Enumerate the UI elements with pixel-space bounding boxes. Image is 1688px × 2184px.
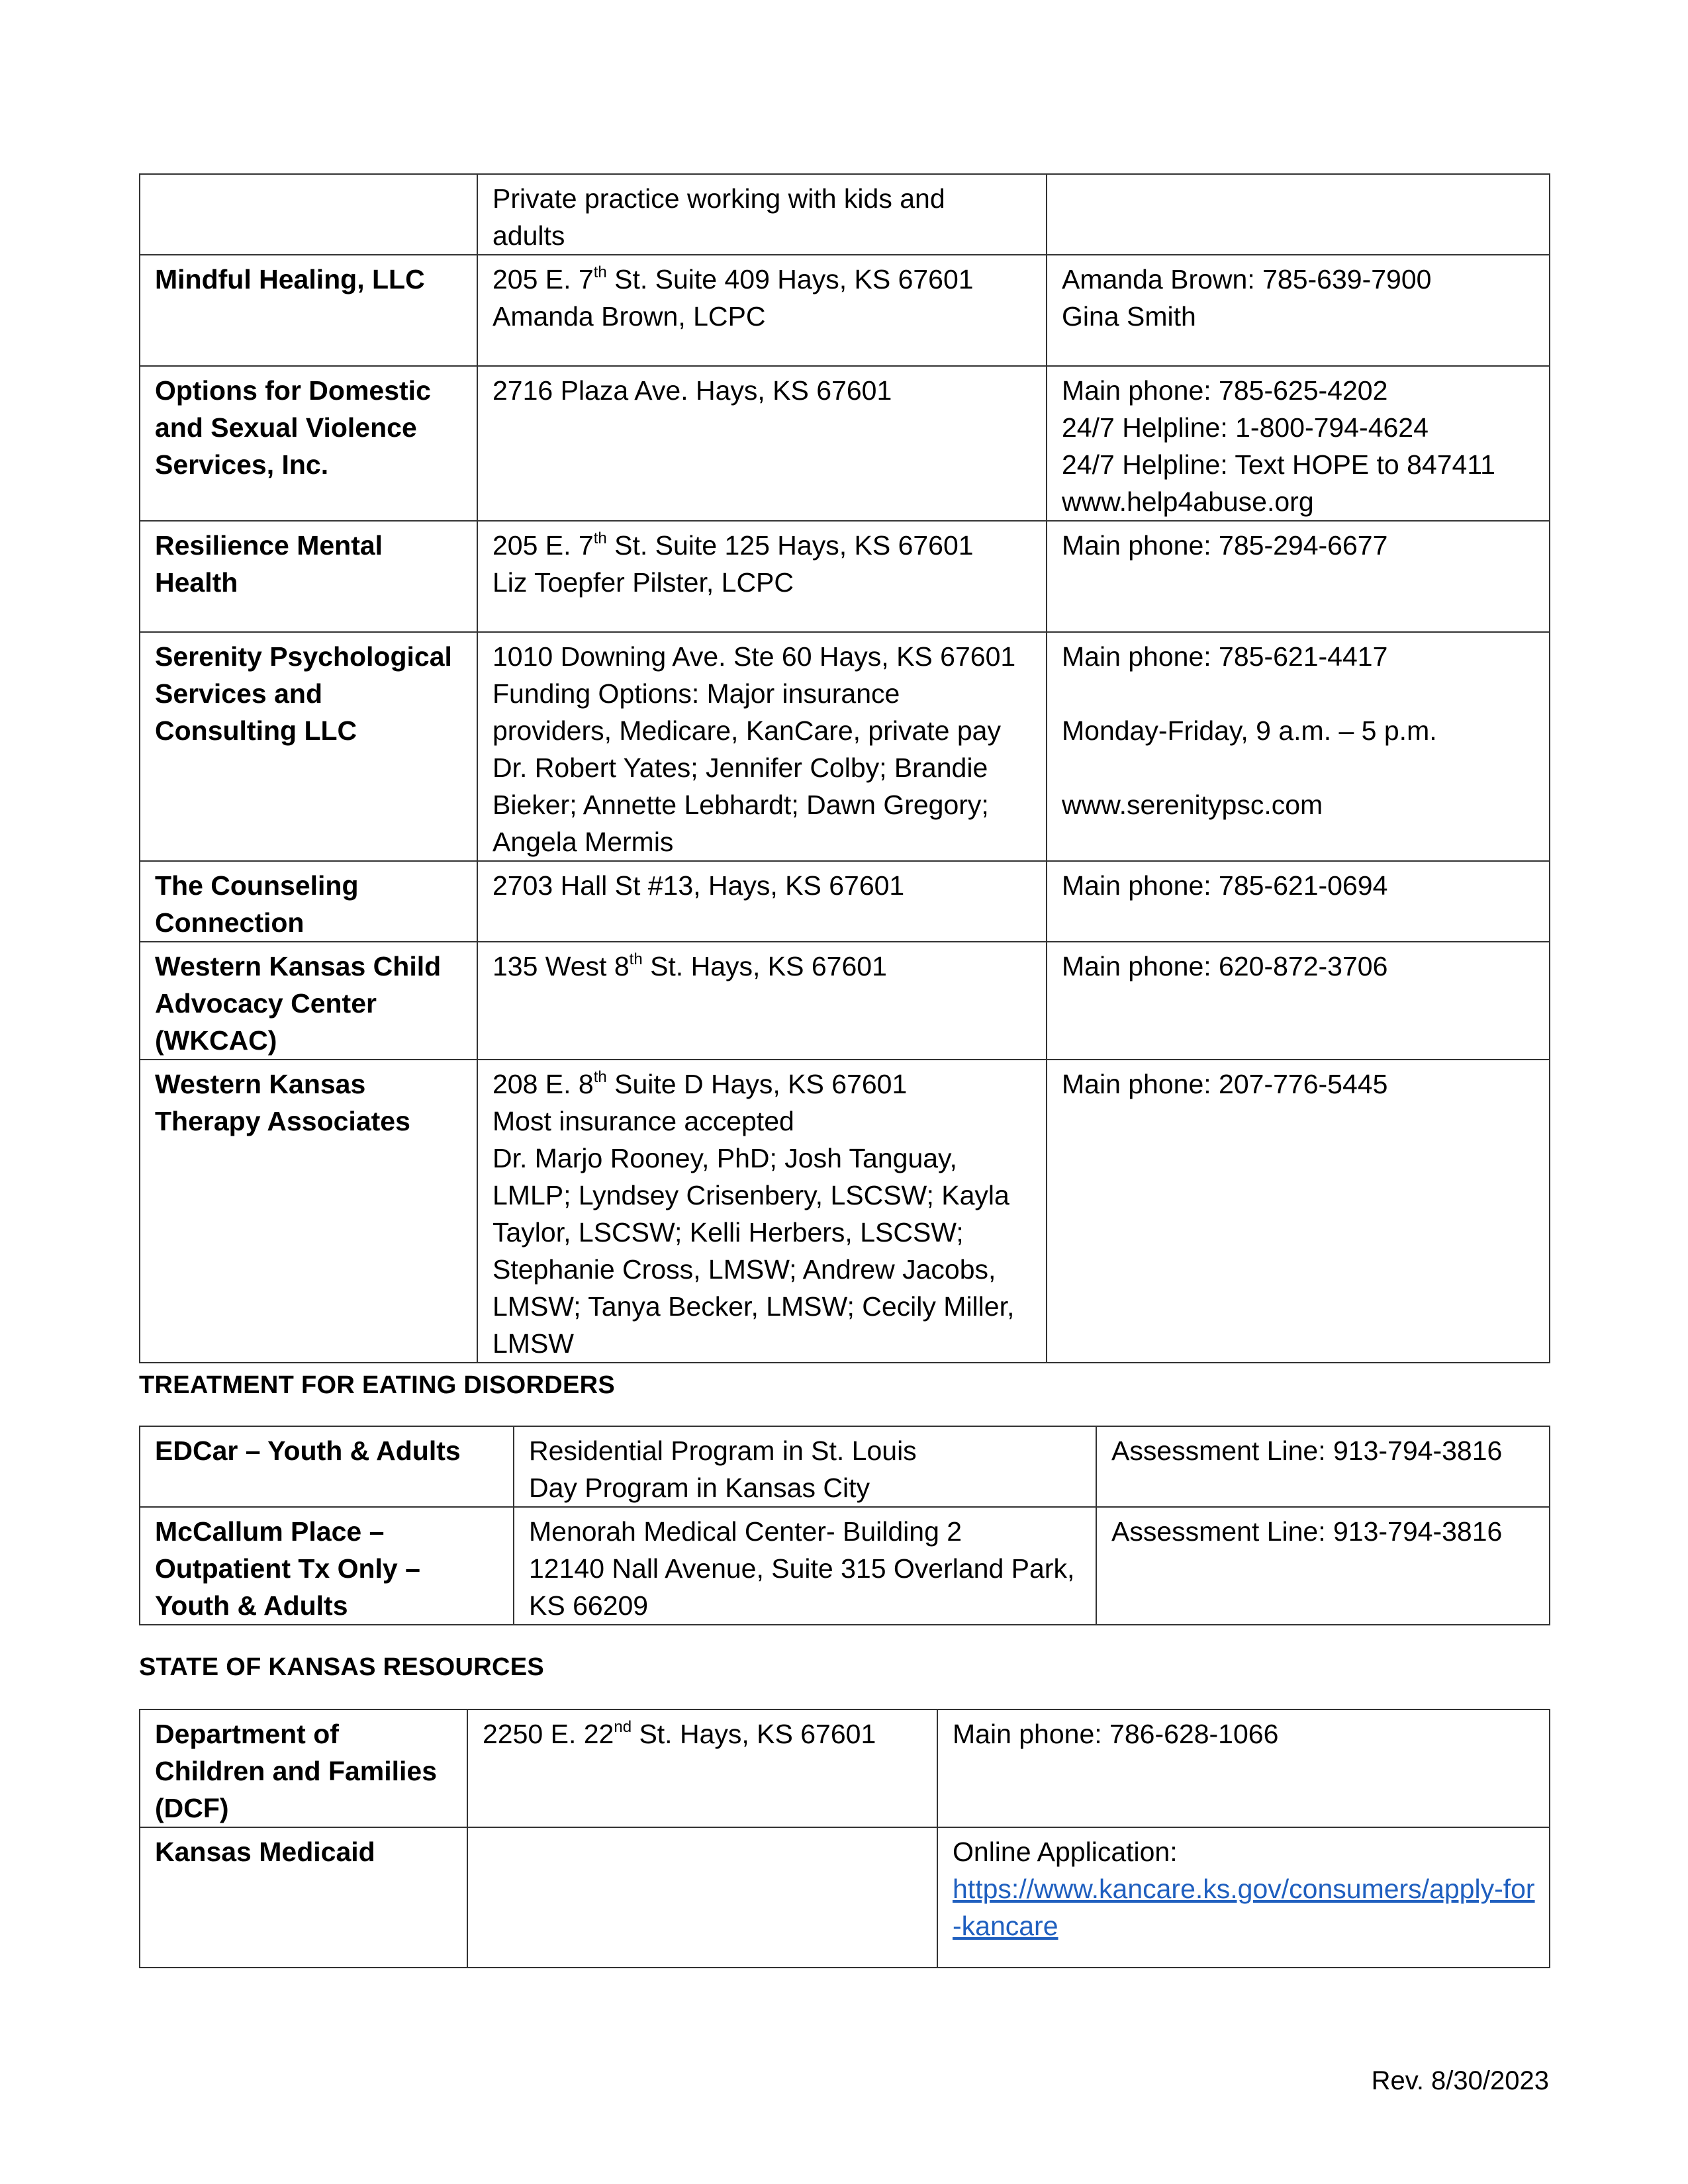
address-cell [477, 1060, 1047, 1363]
organization-name-cell [140, 255, 477, 366]
contact-line: Gina Smith [1062, 301, 1196, 332]
organization-name-cell [140, 1709, 467, 1827]
contact-line: Assessment Line: 913-794-3816 [1111, 1516, 1503, 1547]
contact-cell [1096, 1507, 1550, 1625]
organization-name-cell [140, 366, 477, 521]
address-line: 205 E. 7th St. Suite 125 Hays, KS 67601 [492, 529, 974, 561]
address-line: adults [492, 220, 565, 251]
address-line: Menorah Medical Center- Building 2 [529, 1516, 962, 1547]
address-line: LMSW [492, 1328, 574, 1359]
state-resource-row [140, 1827, 1550, 1968]
contact-line: 24/7 Helpline: 1-800-794-4624 [1062, 412, 1429, 443]
contact-line: Main phone: 785-625-4202 [1062, 375, 1388, 406]
address-cell [467, 1709, 937, 1827]
contact-line: Main phone: 207-776-5445 [1062, 1069, 1388, 1099]
address-line: Liz Toepfer Pilster, LCPC [492, 567, 794, 598]
contact-line: Main phone: 785-621-0694 [1062, 870, 1388, 901]
contact-line: Online Application: [953, 1837, 1178, 1867]
address-cell [477, 255, 1047, 366]
provider-row [140, 632, 1550, 861]
organization-name-cell [140, 1060, 477, 1363]
provider-row [140, 255, 1550, 366]
ordinal-suffix: nd [614, 1718, 632, 1736]
address-cell [477, 861, 1047, 942]
organization-name: McCallum Place – Outpatient Tx Only – Youth & Adults [155, 1516, 420, 1621]
organization-name-cell [140, 942, 477, 1060]
organization-name: EDCar – Youth & Adults [155, 1435, 461, 1466]
state-resource-row [140, 1709, 1550, 1827]
ordinal-suffix: th [593, 263, 607, 281]
contact-line: www.help4abuse.org [1062, 486, 1314, 517]
organization-name: Resilience Mental Health [155, 530, 383, 598]
contact-cell [1047, 521, 1550, 632]
organization-name: Mindful Healing, LLC [155, 264, 425, 295]
contact-line: Monday-Friday, 9 a.m. – 5 p.m. [1062, 715, 1437, 746]
eating-disorders-table-body [140, 1426, 1550, 1625]
address-line: Amanda Brown, LCPC [492, 301, 766, 332]
address-cell [477, 366, 1047, 521]
address-line: 135 West 8th St. Hays, KS 67601 [492, 950, 887, 981]
organization-name: Western Kansas Therapy Associates [155, 1069, 410, 1136]
organization-name-cell [140, 1426, 514, 1507]
address-line: Most insurance accepted [492, 1106, 794, 1136]
address-line: Dr. Robert Yates; Jennifer Colby; Brandie [492, 752, 988, 783]
contact-line: Main phone: 785-294-6677 [1062, 530, 1388, 561]
organization-name: Options for Domestic and Sexual Violence Services, Inc. [155, 375, 431, 480]
state-resources-table [139, 1709, 1550, 1968]
contact-line: Main phone: 786-628-1066 [953, 1719, 1279, 1749]
organization-name-cell [140, 632, 477, 861]
contact-cell [937, 1827, 1550, 1968]
contact-cell [1047, 1060, 1550, 1363]
address-line: 208 E. 8th Suite D Hays, KS 67601 [492, 1068, 908, 1099]
contact-line: Assessment Line: 913-794-3816 [1111, 1435, 1503, 1466]
address-line: 12140 Nall Avenue, Suite 315 Overland Park, [529, 1553, 1075, 1584]
address-cell [477, 521, 1047, 632]
contact-cell [1096, 1426, 1550, 1507]
provider-row [140, 942, 1550, 1060]
address-line: 2250 E. 22nd St. Hays, KS 67601 [483, 1718, 876, 1749]
provider-row [140, 174, 1550, 255]
contact-cell [1047, 255, 1550, 366]
contact-cell [1047, 366, 1550, 521]
address-line: Angela Mermis [492, 827, 674, 857]
organization-name-cell [140, 1507, 514, 1625]
address-cell [467, 1827, 937, 1968]
ordinal-suffix: th [593, 1068, 607, 1086]
eating-disorders-heading: TREATMENT FOR EATING DISORDERS [139, 1371, 616, 1399]
ordinal-suffix: th [593, 529, 607, 547]
address-line: Funding Options: Major insurance [492, 678, 900, 709]
address-line: Private practice working with kids and [492, 183, 945, 214]
organization-name-cell [140, 861, 477, 942]
providers-table [139, 173, 1550, 1363]
address-line: LMLP; Lyndsey Crisenbery, LSCSW; Kayla [492, 1180, 1009, 1210]
contact-line: 24/7 Helpline: Text HOPE to 847411 [1062, 449, 1495, 480]
address-cell [514, 1426, 1096, 1507]
blank-line [1062, 675, 1536, 712]
provider-row [140, 861, 1550, 942]
blank-line [1062, 749, 1536, 786]
organization-name-cell [140, 521, 477, 632]
address-cell [477, 632, 1047, 861]
provider-row [140, 1060, 1550, 1363]
contact-line: www.serenitypsc.com [1062, 790, 1323, 820]
organization-name-cell [140, 1827, 467, 1968]
address-line: KS 66209 [529, 1590, 649, 1621]
provider-row [140, 521, 1550, 632]
contact-cell [1047, 632, 1550, 861]
contact-cell [1047, 942, 1550, 1060]
address-line: Residential Program in St. Louis [529, 1435, 917, 1466]
address-line: 205 E. 7th St. Suite 409 Hays, KS 67601 [492, 263, 974, 295]
organization-name: The Counseling Connection [155, 870, 359, 938]
address-line: LMSW; Tanya Becker, LMSW; Cecily Miller, [492, 1291, 1015, 1322]
organization-name: Department of Children and Families (DCF) [155, 1719, 438, 1823]
address-line: Day Program in Kansas City [529, 1473, 870, 1503]
kancare-application-link[interactable]: https://www.kancare.ks.gov/consumers/apply-for-kancare [953, 1874, 1535, 1941]
ordinal-suffix: th [629, 950, 643, 968]
address-line: Taylor, LSCSW; Kelli Herbers, LSCSW; [492, 1217, 964, 1248]
address-line: Stephanie Cross, LMSW; Andrew Jacobs, [492, 1254, 996, 1285]
organization-name: Kansas Medicaid [155, 1837, 375, 1867]
organization-name: Serenity Psychological Services and Consulting LLC [155, 641, 452, 746]
eating-disorder-row [140, 1507, 1550, 1625]
contact-line: Amanda Brown: 785-639-7900 [1062, 264, 1432, 295]
address-line: 2703 Hall St #13, Hays, KS 67601 [492, 870, 905, 901]
address-line: providers, Medicare, KanCare, private pay [492, 715, 1001, 746]
contact-line: Main phone: 785-621-4417 [1062, 641, 1388, 672]
address-line: 2716 Plaza Ave. Hays, KS 67601 [492, 375, 892, 406]
address-line: 1010 Downing Ave. Ste 60 Hays, KS 67601 [492, 641, 1016, 672]
revision-date: Rev. 8/30/2023 [1371, 2066, 1549, 2095]
contact-cell [1047, 174, 1550, 255]
address-cell [477, 942, 1047, 1060]
address-cell [477, 174, 1047, 255]
provider-row [140, 366, 1550, 521]
providers-table-body [140, 174, 1550, 1363]
address-line: Dr. Marjo Rooney, PhD; Josh Tanguay, [492, 1143, 957, 1173]
state-resources-table-body [140, 1709, 1550, 1968]
contact-cell [1047, 861, 1550, 942]
state-resources-heading: STATE OF KANSAS RESOURCES [139, 1653, 545, 1681]
address-cell [514, 1507, 1096, 1625]
eating-disorders-table [139, 1426, 1550, 1625]
organization-name-cell [140, 174, 477, 255]
address-line: Bieker; Annette Lebhardt; Dawn Gregory; [492, 790, 989, 820]
contact-line: Main phone: 620-872-3706 [1062, 951, 1388, 981]
eating-disorder-row [140, 1426, 1550, 1507]
organization-name: Western Kansas Child Advocacy Center (WKCAC) [155, 951, 442, 1056]
contact-cell [937, 1709, 1550, 1827]
